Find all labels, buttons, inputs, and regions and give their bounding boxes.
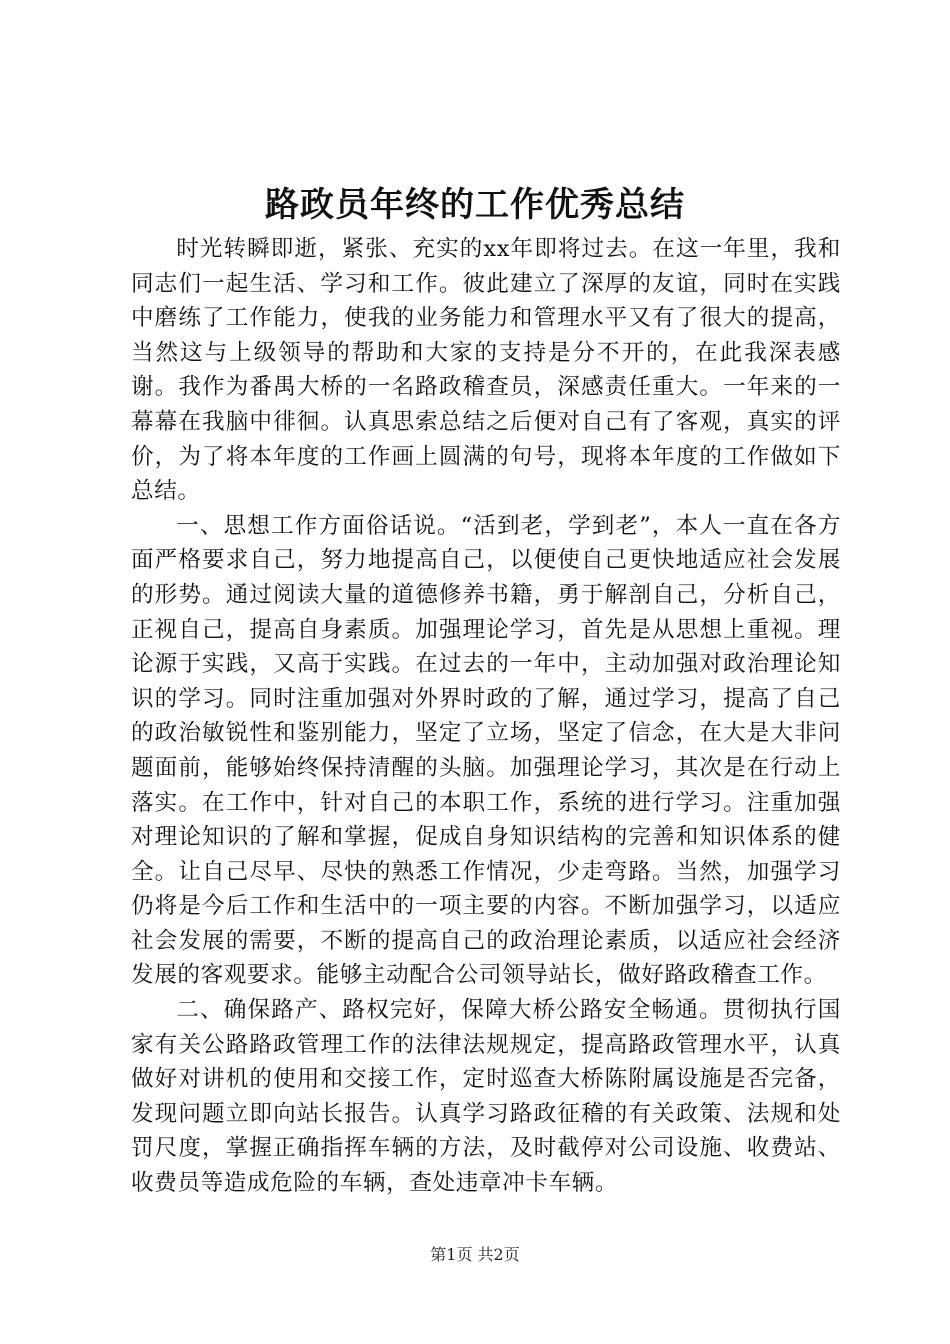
paragraph-section-1: 一、思想工作方面俗话说。“活到老，学到老”，本人一直在各方面严格要求自己，努力地提高自己，以便使自己更快地适应社会发展的形势。通过阅读大量的道德修养书籍，勇于解剖自己，分析自己，正视自己，提高自身素质。加强理论学习，首先是从思想上重视。理论源于实践，又高于实践。在过去的一年中，主动加强对政治理论知识的学习。同时注重加强对外界时政的了解，通过学习，提高了自己的政治敏锐性和鉴别能力，坚定了立场，坚定了信念，在大是大非问题面前，能够始终保持清醒的头脑。加强理论学习，其次是在行动上落实。在工作中，针对自己的本职工作，系统的进行学习。注重加强对理论知识的了解和掌握，促成自身知识结构的完善和知识体系的健全。让自己尽早、尽快的熟悉工作情况，少走弯路。当然，加强学习仍将是今后工作和生活中的一项主要的内容。不断加强学习，以适应社会发展的需要，不断的提高自己的政治理论素质，以适应社会经济发展的客观要求。能够主动配合公司领导站长，做好路政稽查工作。 [131, 512, 841, 989]
page-number-footer: 第1页 共2页 [430, 1245, 520, 1264]
paragraph-intro: 时光转瞬即逝，紧张、充实的xx年即将过去。在这一年里，我和同志们一起生活、学习和工作。彼此建立了深厚的友谊，同时在实践中磨练了工作能力，使我的业务能力和管理水平又有了很大的提高，当然这与上级领导的帮助和大家的支持是分不开的，在此我深表感谢。我作为番禺大桥的一名路政稽查员，深感责任重大。一年来的一幕幕在我脑中徘徊。认真思索总结之后便对自己有了客观，真实的评价，为了将本年度的工作画上圆满的句号，现将本年度的工作做如下总结。 [131, 236, 841, 505]
document-body [131, 232, 841, 1201]
page-title: 路政员年终的工作优秀总结 [265, 184, 685, 225]
paragraph-section-2: 二、确保路产、路权完好，保障大桥公路安全畅通。贯彻执行国家有关公路路政管理工作的法律法规规定，提高路政管理水平，认真做好对讲机的使用和交接工作，定时巡查大桥陈附属设施是否完备，发现问题立即向站长报告。认真学习路政征稽的有关政策、法规和处罚尺度，掌握正确指挥车辆的方法，及时截停对公司设施、收费站、收费员等造成危险的车辆，查处违章冲卡车辆。 [131, 997, 841, 1197]
